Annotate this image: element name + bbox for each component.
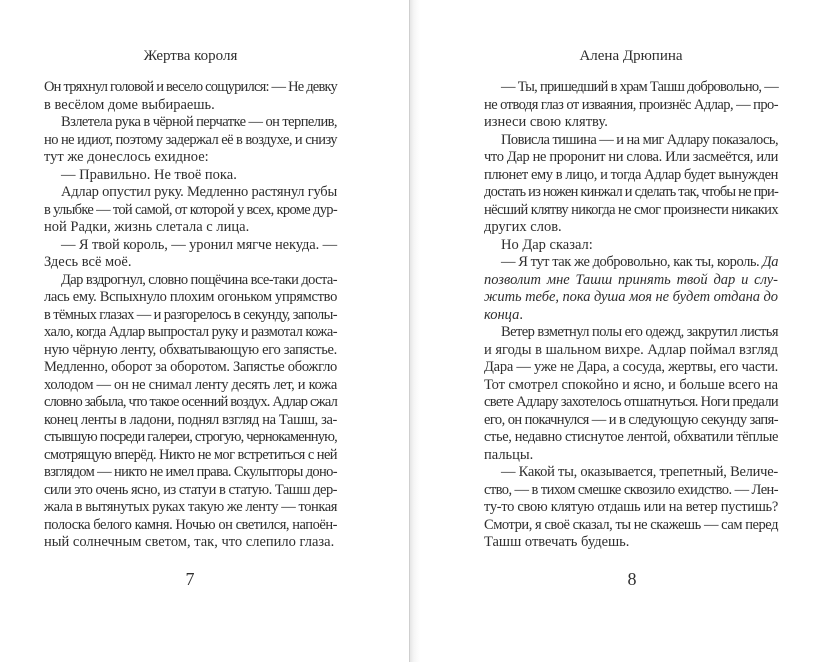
text-line <box>484 167 778 185</box>
line-text: Он тряхнул головой и весело сощурился: — Не девку <box>44 79 337 95</box>
text-line <box>484 359 778 377</box>
line-text: ную чёрную ленту, обхватывающую его запястье. <box>44 341 337 358</box>
text-line <box>44 289 337 307</box>
line-text: в весёлом доме выбираешь. <box>44 96 215 113</box>
line-text: ство, — в тихом смешке сквозило ехидство. — Лен- <box>484 481 778 498</box>
text-line <box>44 447 337 465</box>
text-line <box>484 114 778 132</box>
line-text: достать из ножен кинжал и сделать так, чтобы не при- <box>484 184 778 200</box>
text-line <box>484 377 778 395</box>
text-line <box>484 237 778 255</box>
line-text: Но Дар сказал: <box>501 236 593 253</box>
line-text: других слов. <box>484 219 562 235</box>
line-text: Дара — уже не Дара, а сосуда, жертвы, его части. <box>484 359 778 375</box>
text-line <box>44 132 337 150</box>
line-text: Повисла тишина — и на миг Адлару показалось, <box>501 131 778 148</box>
line-text: его, он покачнулся — и в следующую секунду запя- <box>484 411 778 428</box>
line-text: Здесь всё моё. <box>44 254 132 270</box>
text-line <box>44 377 337 395</box>
text-line <box>484 342 778 360</box>
text-line <box>484 412 778 430</box>
line-text: Медленно, оборот за оборотом. Запястье обожгло <box>44 359 337 375</box>
line-text: жала в вытянутых руках такую же ленту — тонкая <box>44 499 337 515</box>
line-text: ный солнечным светом, так, что слепило глаза. <box>44 534 335 550</box>
line-text: сили это очень ясно, из статуи в статую. Ташш дер- <box>44 481 337 498</box>
text-line <box>44 272 337 290</box>
line-text: не отводя глаз от изваяния, произнёс Адлар, — про- <box>484 96 778 113</box>
text-line <box>44 97 337 115</box>
text-line <box>484 132 778 150</box>
line-text: Ветер взметнул полы его одежд, закрутил листья <box>501 324 778 340</box>
text-line <box>44 359 337 377</box>
text-line <box>44 412 337 430</box>
line-text: холодом — он не снимал ленту десять лет, и кожа <box>44 376 337 393</box>
text-line <box>44 499 337 517</box>
line-text: Ташш отвечать будешь. <box>484 534 630 550</box>
line-text: стывшую посреди галереи, строгую, чернокаменную, <box>44 429 337 445</box>
page-number: 7 <box>185 569 195 589</box>
text-line <box>44 149 337 167</box>
line-text: Адлар опустил руку. Медленно растянул губы <box>61 184 337 200</box>
running-header-author: Алена Дрюпина <box>579 48 683 64</box>
line-text: нёсший клятву никогда не смог произнести никаких <box>484 201 778 218</box>
text-line <box>484 534 778 552</box>
text-line <box>484 202 778 220</box>
right-page-body <box>484 79 778 552</box>
line-text: в улыбке — той самой, от которой у всех, кроме дур- <box>44 201 337 218</box>
text-line <box>44 202 337 220</box>
text-line <box>484 219 778 237</box>
text-line <box>44 114 337 132</box>
text-line <box>44 342 337 360</box>
line-text: — Какой ты, оказывается, трепетный, Величе- <box>501 464 778 480</box>
text-line <box>44 254 337 272</box>
italic-text: Да <box>762 254 778 270</box>
line-text: — Правильно. Не твоё пока. <box>61 166 237 183</box>
text-line <box>44 464 337 482</box>
line-text: тут же донеслось ехидное: <box>44 149 209 165</box>
text-line <box>484 307 778 325</box>
text-line <box>484 517 778 535</box>
line-text: — Я твой король, — уронил мягче некуда. — <box>61 236 337 253</box>
line-text: но не идиот, поэтому задержал её в воздухе, и снизу <box>44 131 337 148</box>
line-text: Смотри, я своё сказал, ты не скажешь — сам перед <box>484 516 778 533</box>
italic-text: жить тебе, пока душа моя не будет отдана до <box>484 289 778 305</box>
text-line <box>44 324 337 342</box>
line-text: пальцы. <box>484 446 534 463</box>
text-line <box>484 429 778 447</box>
line-text: полоска белого камня. Ночью он светился, напоён- <box>44 516 338 533</box>
line-text: словно забыла, что такое осенний воздух. Адлар сжал <box>44 394 337 410</box>
text-line <box>484 97 778 115</box>
line-text: — Я тут так же добровольно, как ты, король. <box>501 254 763 270</box>
text-line <box>484 324 778 342</box>
text-line <box>484 254 778 272</box>
text-line <box>44 482 337 500</box>
text-line <box>484 289 778 307</box>
line-text: свете Адлару захотелось отшатнуться. Ноги предали <box>484 394 778 410</box>
text-line <box>44 79 337 97</box>
text-line <box>484 79 778 97</box>
text-line <box>44 184 337 202</box>
line-text: хало, когда Адлар выпростал руку и размотал кожа- <box>44 324 337 340</box>
text-line <box>484 447 778 465</box>
text-line <box>484 184 778 202</box>
text-line <box>44 394 337 412</box>
line-text: плюнет ему в лицо, и тогда Адлар будет вынужден <box>484 166 778 183</box>
line-text: Тот смотрел спокойно и ясно, и больше всего на <box>484 376 778 393</box>
text-line <box>484 464 778 482</box>
text-line <box>44 167 337 185</box>
line-text: смотрящую вперёд. Никто не мог встретиться с ней <box>44 446 337 463</box>
text-line <box>44 307 337 325</box>
line-text: конец ленты в ладони, поднял взгляд на Ташш, за- <box>44 411 337 428</box>
line-text: что Дар не проронит ни слова. Или засмеётся, или <box>484 149 778 165</box>
running-header-book-title: Жертва короля <box>143 48 238 64</box>
line-text: взглядом — никто не имел права. Скульпторы доно- <box>44 464 337 480</box>
text-line <box>44 534 337 552</box>
text-line <box>44 429 337 447</box>
line-text: Взлетела рука в чёрной перчатке — он терпелив, <box>61 114 337 130</box>
line-text: изнеси свою клятву. <box>484 114 608 130</box>
italic-text: конца <box>484 306 520 323</box>
text-line <box>484 149 778 167</box>
text-line <box>44 517 337 535</box>
right-page <box>410 0 820 662</box>
line-text: и ягоды в шальном вихре. Адлар поймал взгляд <box>484 341 778 358</box>
line-text: ной Радки, жизнь слетала с лица. <box>44 219 250 235</box>
left-page-body <box>44 79 337 552</box>
text-line <box>44 219 337 237</box>
line-text: . <box>519 306 523 323</box>
line-text: стье, недавно стиснутое лентой, обхватили тёплые <box>484 429 778 445</box>
line-text: в тёмных глазах — и разгорелось в секунду, заполы- <box>44 306 337 323</box>
line-text: — Ты, пришедший в храм Ташш добровольно, — <box>501 79 778 95</box>
text-line <box>44 237 337 255</box>
italic-text: позволит мне Ташш принять твой дар и слу- <box>484 271 778 288</box>
text-line <box>484 499 778 517</box>
line-text: лась ему. Вспыхнуло плохим огоньком упрямство <box>44 289 337 305</box>
line-text: ту-то свою клятую отдашь или на ветер пустишь? <box>484 499 778 515</box>
line-text: Дар вздрогнул, словно пощёчина все-таки доста- <box>61 271 337 288</box>
page-number: 8 <box>627 569 637 589</box>
text-line <box>484 272 778 290</box>
text-line <box>484 394 778 412</box>
text-line <box>484 482 778 500</box>
